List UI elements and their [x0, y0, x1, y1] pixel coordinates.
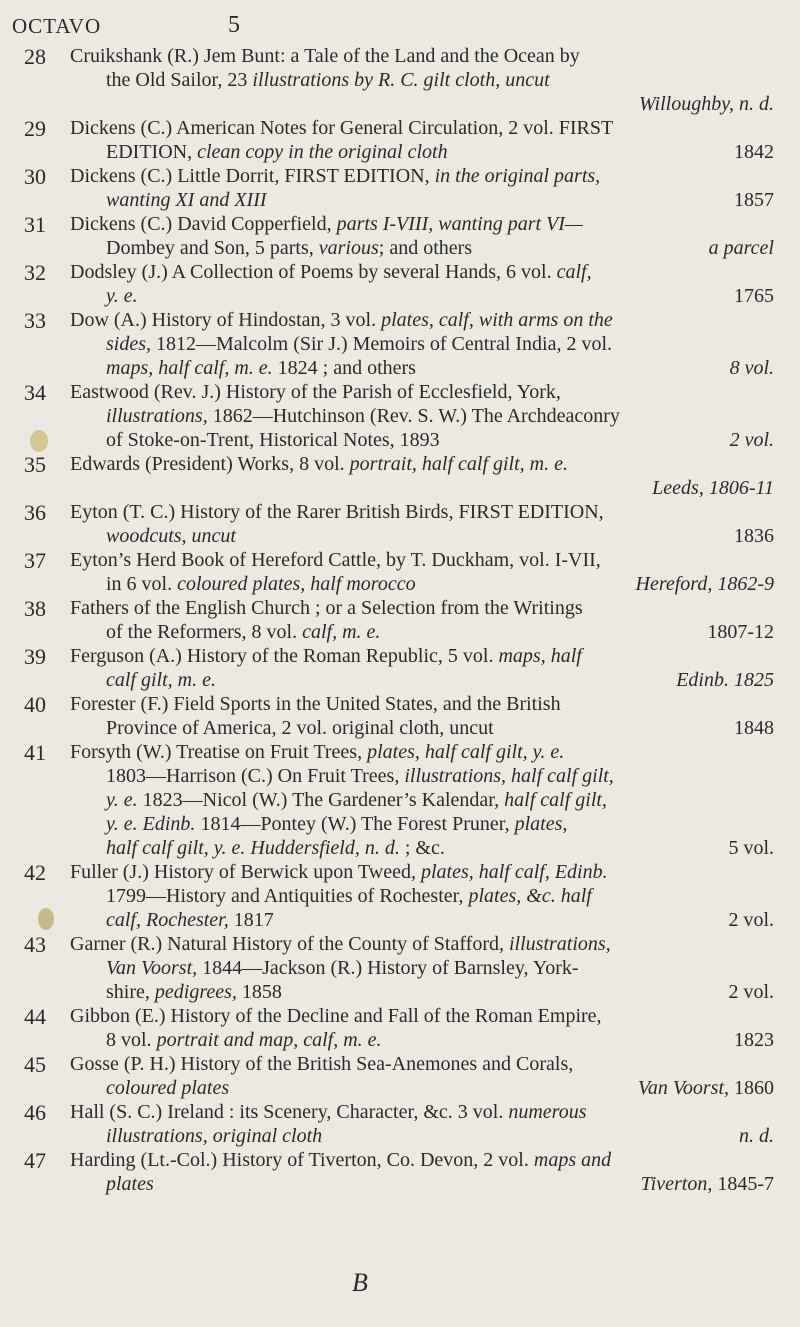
list-item	[0, 1148, 800, 1196]
entry-text-italic: half calf gilt,	[504, 789, 607, 811]
entry-text-italic: various	[318, 237, 379, 259]
entry-date: 1860	[734, 1077, 774, 1099]
entry-date: 1807-12	[707, 621, 774, 643]
entry-text-italic: illustrations, original cloth	[106, 1125, 323, 1147]
lot-number: 47	[24, 1148, 46, 1173]
entry-text-italic: numerous	[508, 1101, 587, 1123]
entry-text: shire,	[106, 981, 155, 1003]
entry-text: 1862—Hutchinson (Rev. S. W.) The Archdeaconry	[207, 405, 620, 427]
entry-text: Dombey and Son, 5 parts,	[106, 237, 319, 259]
entry-text-italic: illustrations by R. C. gilt cloth, uncut	[252, 69, 550, 91]
entry-text: 2 vol.	[728, 981, 774, 1003]
entry-text-italic: plates, &c. half	[468, 885, 592, 907]
entry-text-italic: maps, half calf, m. e.	[106, 357, 273, 379]
entry-text-italic: 2 vol.	[729, 429, 774, 451]
page-header	[0, 8, 800, 42]
entry-text-italic: y. e. Edinb.	[106, 813, 196, 835]
lot-number: 28	[24, 44, 46, 69]
entry-text: Dickens (C.) David Copperfield,	[70, 213, 337, 235]
entry-imprint: Willoughby, n. d.	[639, 93, 774, 115]
entry-text-italic: wanting XI and XIII	[106, 189, 267, 211]
entry-date: 1765	[734, 285, 774, 307]
entry-text: Eyton (T. C.) History of the Rarer British Birds, FIRST EDITION,	[70, 501, 604, 523]
list-item	[0, 452, 800, 500]
signature-mark: B	[352, 1268, 368, 1297]
entry-text: in 6 vol.	[106, 573, 178, 595]
entry-text: 5 vol.	[728, 837, 774, 859]
list-item	[0, 932, 800, 1004]
entry-text: 1844—Jackson (R.) History of Barnsley, York-	[197, 957, 579, 979]
entry-text-italic: coloured plates	[106, 1077, 230, 1099]
entry-text-italic: Van Voorst,	[637, 1077, 734, 1099]
entry-text-italic: calf gilt, m. e.	[106, 669, 216, 691]
entry-text: Eastwood (Rev. J.) History of the Parish of Ecclesfield, York,	[70, 381, 561, 403]
lot-number: 33	[24, 308, 46, 333]
entry-text: of Stoke-on-Trent, Historical Notes, 1893	[106, 429, 440, 451]
entry-text: Gosse (P. H.) History of the British Sea-Anemones and Corals,	[70, 1053, 574, 1075]
entry-text: Cruikshank (R.) Jem Bunt: a Tale of the Land and the Ocean by	[70, 45, 580, 67]
lot-number: 41	[24, 740, 46, 765]
entry-text: Harding (Lt.-Col.) History of Tiverton, Co. Devon, 2 vol.	[70, 1149, 534, 1171]
list-item	[0, 44, 800, 116]
list-item	[0, 308, 800, 380]
entry-text-italic: plates,	[514, 813, 568, 835]
entry-text: 1858	[236, 981, 282, 1003]
entry-text-italic: a parcel	[708, 237, 774, 259]
entry-text: Hall (S. C.) Ireland : its Scenery, Character, &c. 3 vol.	[70, 1101, 509, 1123]
entry-text-italic: plates, half calf, Edinb.	[420, 861, 608, 883]
list-item	[0, 692, 800, 740]
list-item	[0, 1100, 800, 1148]
entry-text: Edwards (President) Works, 8 vol.	[70, 453, 350, 475]
entry-text: 1814—Pontey (W.) The Forest Pruner,	[195, 813, 515, 835]
entry-text: 1817	[228, 909, 274, 931]
entry-text: Gibbon (E.) History of the Decline and Fall of the Roman Empire,	[70, 1005, 602, 1027]
lot-number: 39	[24, 644, 46, 669]
entry-text-italic: Hereford, 1862-9	[635, 573, 774, 595]
entry-text: Forester (F.) Field Sports in the United States, and the British	[70, 693, 561, 715]
entry-text-italic: illustrations, half calf gilt,	[404, 765, 614, 787]
list-item	[0, 548, 800, 596]
entry-text-italic: coloured plates, half morocco	[177, 573, 416, 595]
entry-text-italic: parts I-VIII, wanting part VI—	[336, 213, 583, 235]
entry-text: Dickens (C.) American Notes for General Circulation, 2 vol. FIRST	[70, 117, 614, 139]
lot-number: 30	[24, 164, 46, 189]
entry-date: 1857	[734, 189, 774, 211]
entry-text-italic: clean copy in the original cloth	[197, 141, 448, 163]
entry-text-italic: half calf gilt, y. e. Huddersfield, n. d.	[106, 837, 400, 859]
entry-text: the Old Sailor, 23	[106, 69, 253, 91]
list-item	[0, 1004, 800, 1052]
list-item	[0, 500, 800, 548]
lot-number: 34	[24, 380, 46, 405]
entry-text-italic: Van Voorst,	[106, 957, 198, 979]
list-item	[0, 212, 800, 260]
entry-text: Dow (A.) History of Hindostan, 3 vol.	[70, 309, 382, 331]
page-number: 5	[228, 12, 240, 38]
entry-text-italic: Tiverton,	[640, 1173, 718, 1195]
entry-text: 1812—Malcolm (Sir J.) Memoirs of Central India, 2 vol.	[151, 333, 613, 355]
lot-number: 43	[24, 932, 46, 957]
list-item	[0, 860, 800, 932]
entry-date: 1845-7	[717, 1173, 774, 1195]
entry-text: Dodsley (J.) A Collection of Poems by several Hands, 6 vol.	[70, 261, 557, 283]
entry-text-italic: illustrations,	[508, 933, 611, 955]
list-item	[0, 116, 800, 164]
list-item	[0, 740, 800, 860]
lot-number: 44	[24, 1004, 46, 1029]
lot-number: 29	[24, 116, 46, 141]
entry-text-italic: y. e.	[106, 285, 138, 307]
entry-text-italic: calf, Rochester,	[106, 909, 229, 931]
entry-date: 1842	[734, 141, 774, 163]
entry-text: 1803—Harrison (C.) On Fruit Trees,	[106, 765, 405, 787]
list-item	[0, 164, 800, 212]
entry-text-italic: maps and	[533, 1149, 612, 1171]
list-item	[0, 644, 800, 692]
entry-text-italic: y. e.	[106, 789, 138, 811]
entry-text-italic: woodcuts, uncut	[106, 525, 236, 547]
entry-text-italic: calf,	[556, 261, 592, 283]
entry-text: 1823—Nicol (W.) The Gardener’s Kalendar,	[137, 789, 505, 811]
list-item	[0, 380, 800, 452]
entry-list	[0, 44, 800, 1196]
entry-date: 1823	[734, 1029, 774, 1051]
entry-text-italic: portrait and map, calf, m. e.	[156, 1029, 382, 1051]
entry-text: Forsyth (W.) Treatise on Fruit Trees,	[70, 741, 368, 763]
format-heading: OCTAVO	[12, 14, 102, 38]
entry-text-italic: portrait, half calf gilt, m. e.	[349, 453, 568, 475]
lot-number: 32	[24, 260, 46, 285]
entry-text: Fuller (J.) History of Berwick upon Tweed,	[70, 861, 421, 883]
list-item	[0, 260, 800, 308]
entry-text: 1799—History and Antiquities of Rochester,	[106, 885, 469, 907]
entry-text: of the Reformers, 8 vol.	[106, 621, 303, 643]
lot-number: 37	[24, 548, 46, 573]
entry-text: 8 vol.	[106, 1029, 157, 1051]
entry-text-italic: sides,	[106, 333, 151, 355]
entry-text: ; &c.	[399, 837, 445, 859]
entry-text: 2 vol.	[728, 909, 774, 931]
entry-text: Fathers of the English Church ; or a Selection from the Writings	[70, 597, 583, 619]
entry-text-italic: 8 vol.	[729, 357, 774, 379]
entry-text: ; and others	[378, 237, 473, 259]
entry-text-italic: plates	[106, 1173, 154, 1195]
entry-text: Province of America, 2 vol. original cloth, uncut	[106, 717, 494, 739]
entry-text: Dickens (C.) Little Dorrit, FIRST EDITION,	[70, 165, 435, 187]
entry-date: 1836	[734, 525, 774, 547]
entry-text-italic: plates, calf, with arms on the	[381, 309, 613, 331]
entry-text: EDITION,	[106, 141, 198, 163]
lot-number: 40	[24, 692, 46, 717]
entry-text-italic: pedigrees,	[154, 981, 237, 1003]
entry-text: 1824 ; and others	[272, 357, 416, 379]
lot-number: 35	[24, 452, 46, 477]
entry-text: Garner (R.) Natural History of the County of Stafford,	[70, 933, 509, 955]
entry-text-italic: maps, half	[498, 645, 582, 667]
lot-number: 45	[24, 1052, 46, 1077]
lot-number: 42	[24, 860, 46, 885]
entry-text: Eyton’s Herd Book of Hereford Cattle, by T. Duckham, vol. I-VII,	[70, 549, 601, 571]
entry-imprint: Leeds, 1806-11	[652, 477, 774, 499]
entry-text-italic: Edinb. 1825	[676, 669, 774, 691]
entry-text-italic: illustrations,	[106, 405, 208, 427]
list-item	[0, 596, 800, 644]
lot-number: 36	[24, 500, 46, 525]
lot-number: 46	[24, 1100, 46, 1125]
lot-number: 31	[24, 212, 46, 237]
entry-date: 1848	[734, 717, 774, 739]
entry-text-italic: n. d.	[739, 1125, 774, 1147]
entry-text-italic: plates, half calf gilt, y. e.	[367, 741, 565, 763]
lot-number: 38	[24, 596, 46, 621]
entry-text-italic: in the original parts,	[434, 165, 601, 187]
entry-text-italic: calf, m. e.	[302, 621, 381, 643]
entry-text: Ferguson (A.) History of the Roman Republic, 5 vol.	[70, 645, 499, 667]
list-item	[0, 1052, 800, 1100]
